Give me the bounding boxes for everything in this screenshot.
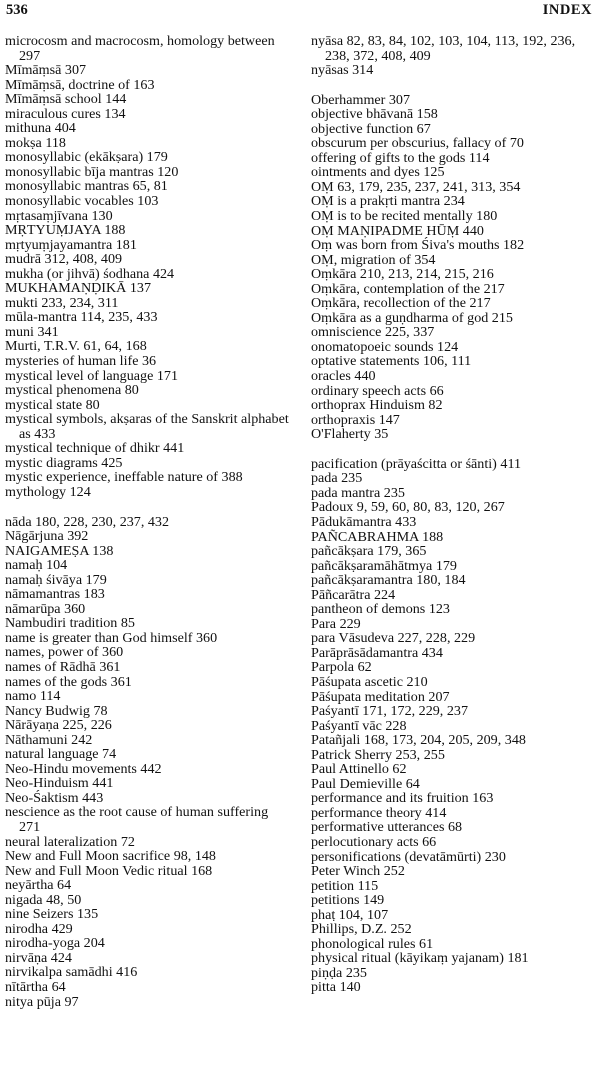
- section-gap: [5, 500, 289, 515]
- index-entry: namo 114: [5, 688, 61, 705]
- index-entry: nyāsas 314: [311, 62, 374, 79]
- index-entry: nirodha 429: [5, 920, 73, 937]
- index-entry: mystical state 80: [5, 396, 100, 413]
- index-entry: objective function 67: [311, 120, 431, 137]
- index-entry: performative utterances 68: [311, 819, 463, 836]
- index-entry: mokṣa 118: [5, 134, 66, 151]
- index-entry: nirvikalpa samādhi 416: [5, 964, 138, 981]
- index-entry: MṚTYUṂJAYA 188: [5, 222, 126, 239]
- index-entry: OṂ MAṆIPADME HŪṂ 440: [311, 222, 484, 239]
- index-entry: nine Seizers 135: [5, 906, 99, 923]
- index-entry: O'Flaherty 35: [311, 426, 389, 443]
- index-entry: monosyllabic bīja mantras 120: [5, 163, 179, 180]
- index-entry: pacification (prāyaścitta or śānti) 411: [311, 455, 522, 472]
- index-entry: phonological rules 61: [311, 935, 434, 952]
- index-entry: namaḥ śivāya 179: [5, 571, 107, 588]
- index-entry: Paul Demieville 64: [311, 775, 420, 792]
- index-entry: mystical technique of dhikr 441: [5, 440, 185, 457]
- index-entry: para Vāsudeva 227, 228, 229: [311, 630, 476, 647]
- index-entry: performance theory 414: [311, 804, 447, 821]
- index-entry: names, power of 360: [5, 644, 124, 661]
- index-entry: Para 229: [311, 615, 361, 632]
- index-entry: Murti, T.R.V. 61, 64, 168: [5, 338, 147, 355]
- index-entry: petitions 149: [311, 892, 385, 909]
- index-entry: Mīmāṃsā 307: [5, 62, 87, 79]
- index-entry: mystical phenomena 80: [5, 382, 139, 399]
- index-entry: nyāsa 82, 83, 84, 102, 103, 104, 113, 192, 236, 238, 372, 408, 409: [311, 33, 576, 64]
- page-number: 536: [6, 2, 28, 18]
- index-entry: mystic diagrams 425: [5, 454, 123, 471]
- index-entry: petition 115: [311, 877, 379, 894]
- index-entry: pada mantra 235: [311, 484, 405, 501]
- index-entry: Pāñcarātra 224: [311, 586, 396, 603]
- index-entry: names of Rādhā 361: [5, 658, 121, 675]
- index-entry: nāmarūpa 360: [5, 600, 86, 617]
- index-entry: NAIGAMEṢA 138: [5, 542, 114, 559]
- index-entry: mystical level of language 171: [5, 367, 178, 384]
- index-entry: names of the gods 361: [5, 673, 132, 690]
- index-entry: OṂ is to be recited mentally 180: [311, 208, 498, 225]
- index-entry: pañcākṣara 179, 365: [311, 543, 427, 560]
- index-entry: Oṃkāra 210, 213, 214, 215, 216: [311, 266, 494, 283]
- index-entry: Nambudiri tradition 85: [5, 615, 135, 632]
- index-entry: nāda 180, 228, 230, 237, 432: [5, 513, 170, 530]
- index-entry: perlocutionary acts 66: [311, 833, 437, 850]
- index-entry: Paśyantī vāc 228: [311, 717, 407, 734]
- index-entry: PAÑCABRAHMA 188: [311, 528, 444, 545]
- index-entry: Nāgārjuna 392: [5, 528, 89, 545]
- index-column-right: [311, 34, 595, 995]
- index-entry: optative statements 106, 111: [311, 353, 472, 370]
- index-entry: Oṃkāra as a guṇdharma of god 215: [311, 309, 513, 326]
- index-entry: miraculous cures 134: [5, 105, 126, 122]
- index-entry: objective bhāvanā 158: [311, 106, 438, 123]
- index-entry: OṂ is a prakṛti mantra 234: [311, 193, 465, 210]
- index-entry: mṛtyuṃjayamantra 181: [5, 236, 137, 253]
- running-head: INDEX: [542, 2, 592, 18]
- index-column-left: [5, 34, 289, 1009]
- index-entry: oracles 440: [311, 368, 376, 385]
- index-entry: neyārtha 64: [5, 877, 72, 894]
- index-entry: onomatopoeic sounds 124: [311, 338, 459, 355]
- index-entry: Oṃ was born from Śiva's mouths 182: [311, 237, 525, 254]
- index-entry: obscurum per obscurius, fallacy of 70: [311, 135, 524, 152]
- index-entry: New and Full Moon sacrifice 98, 148: [5, 848, 216, 865]
- index-entry: pañcākṣaramāhātmya 179: [311, 557, 457, 574]
- index-entry: Peter Winch 252: [311, 863, 405, 880]
- index-entry: OṂ 63, 179, 235, 237, 241, 313, 354: [311, 178, 521, 195]
- index-entry: namaḥ 104: [5, 557, 68, 574]
- index-entry: nescience as the root cause of human suffering 271: [5, 804, 269, 835]
- index-entry: Nārāyaṇa 225, 226: [5, 717, 112, 734]
- index-entry: natural language 74: [5, 746, 117, 763]
- index-entry: pada 235: [311, 470, 363, 487]
- index-entry: Neo-Hinduism 441: [5, 775, 114, 792]
- index-entry: mukha (or jihvā) śodhana 424: [5, 265, 175, 282]
- index-entry: Nancy Budwig 78: [5, 702, 108, 719]
- index-entry: MUKHAMAṆḌIKĀ 137: [5, 280, 152, 297]
- index-entry: nirvāṇa 424: [5, 949, 72, 966]
- index-entry: monosyllabic (ekākṣara) 179: [5, 149, 168, 166]
- index-entry: ointments and dyes 125: [311, 164, 445, 181]
- index-entry: Pādukāmantra 433: [311, 513, 417, 530]
- index-entry: nitya pūja 97: [5, 993, 79, 1010]
- section-gap: [311, 78, 595, 93]
- index-entry: mysteries of human life 36: [5, 353, 157, 370]
- index-entry: neural lateralization 72: [5, 833, 135, 850]
- index-entry: pantheon of demons 123: [311, 601, 450, 618]
- page-header: [6, 0, 592, 22]
- index-entry: ordinary speech acts 66: [311, 382, 444, 399]
- index-entry: Nāthamuni 242: [5, 731, 93, 748]
- index-entry: piṇḍa 235: [311, 964, 367, 981]
- index-entry: Patañjali 168, 173, 204, 205, 209, 348: [311, 732, 526, 749]
- index-entry: mystic experience, ineffable nature of 388: [5, 469, 243, 486]
- index-entry: Phillips, D.Z. 252: [311, 921, 412, 938]
- index-entry: Pāśupata meditation 207: [311, 688, 450, 705]
- index-entry: Padoux 9, 59, 60, 80, 83, 120, 267: [311, 499, 505, 516]
- index-entry: mythology 124: [5, 483, 91, 500]
- index-entry: nītārtha 64: [5, 979, 66, 995]
- index-entry: mystical symbols, akṣaras of the Sanskrit alphabet as 433: [5, 411, 289, 442]
- index-entry: nāmamantras 183: [5, 586, 105, 603]
- index-entry: phaṭ 104, 107: [311, 906, 389, 923]
- index-entry: physical ritual (kāyikaṃ yajanam) 181: [311, 950, 529, 967]
- index-entry: mithuna 404: [5, 120, 76, 137]
- index-entry: offering of gifts to the gods 114: [311, 149, 490, 166]
- index-entry: Parpola 62: [311, 659, 372, 676]
- index-entry: mṛtasaṃjīvana 130: [5, 207, 113, 224]
- index-entry: muni 341: [5, 323, 59, 340]
- index-entry: orthopraxis 147: [311, 411, 400, 428]
- index-entry: monosyllabic mantras 65, 81: [5, 178, 168, 195]
- index-entry: omniscience 225, 337: [311, 324, 435, 341]
- index-entry: Patrick Sherry 253, 255: [311, 746, 445, 763]
- index-entry: Oṃkāra, recollection of the 217: [311, 295, 491, 312]
- index-entry: Pāśupata ascetic 210: [311, 673, 428, 690]
- section-gap: [311, 442, 595, 457]
- index-entry: pañcākṣaramantra 180, 184: [311, 572, 466, 589]
- index-entry: mūla-mantra 114, 235, 433: [5, 309, 158, 326]
- index-entry: mudrā 312, 408, 409: [5, 251, 123, 268]
- index-entry: Paul Attinello 62: [311, 761, 407, 778]
- index-entry: nigada 48, 50: [5, 891, 82, 908]
- index-entry: Parāprāsādamantra 434: [311, 644, 443, 661]
- index-entry: Neo-Śaktism 443: [5, 789, 104, 806]
- index-entry: monosyllabic vocables 103: [5, 193, 159, 210]
- index-entry: personifications (devatāmūrti) 230: [311, 848, 506, 865]
- index-entry: orthoprax Hinduism 82: [311, 397, 443, 414]
- index-entry: name is greater than God himself 360: [5, 629, 218, 646]
- index-entry: Neo-Hindu movements 442: [5, 760, 162, 777]
- index-entry: Mīmāṃsā, doctrine of 163: [5, 76, 155, 93]
- index-entry: Oberhammer 307: [311, 91, 411, 108]
- index-entry: microcosm and macrocosm, homology between 297: [5, 33, 275, 64]
- index-entry: OṂ, migration of 354: [311, 251, 436, 268]
- index-entry: Mīmāṃsā school 144: [5, 91, 127, 108]
- index-entry: Paśyantī 171, 172, 229, 237: [311, 703, 468, 720]
- index-entry: Oṃkāra, contemplation of the 217: [311, 280, 505, 297]
- index-entry: pitta 140: [311, 979, 361, 996]
- index-entry: nirodha-yoga 204: [5, 935, 105, 952]
- index-entry: New and Full Moon Vedic ritual 168: [5, 862, 213, 879]
- index-entry: mukti 233, 234, 311: [5, 294, 119, 311]
- index-entry: performance and its fruition 163: [311, 790, 494, 807]
